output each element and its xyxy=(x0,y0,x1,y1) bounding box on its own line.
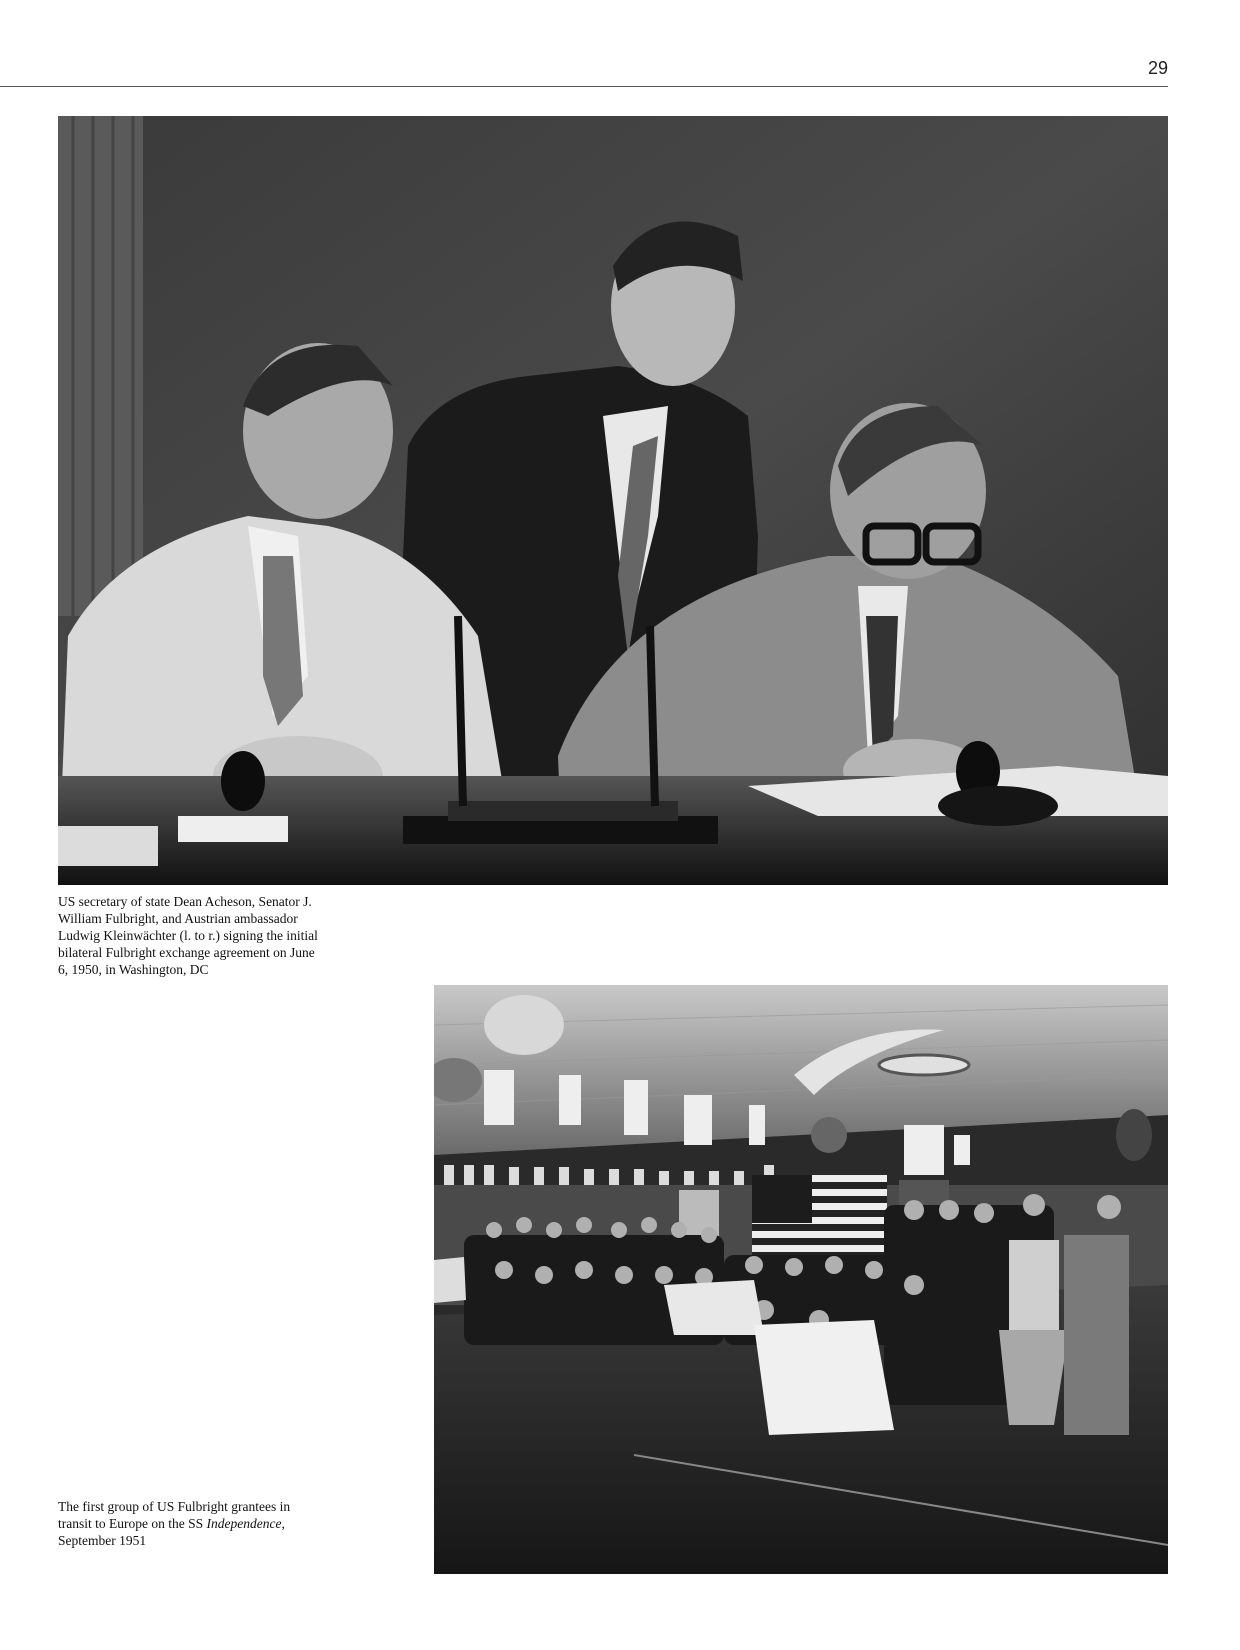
signing-ceremony-photo xyxy=(58,116,1168,885)
page-number: 29 xyxy=(1147,58,1168,78)
grantees-caption-date: , September 1951 xyxy=(58,1516,285,1548)
header-rule xyxy=(0,86,1168,87)
grantees-caption xyxy=(58,1498,308,1549)
signing-ceremony-caption: US secretary of state Dean Acheson, Senator J. William Fulbright, and Austrian ambassador Ludwig Kleinwächter (l. to r.) signing the initial bilateral Fulbright exchange agreement on June 6, 1950, in Washington, DC xyxy=(58,894,318,977)
grantees-group-photo xyxy=(434,985,1168,1574)
grantees-caption-text: The first group of US Fulbright grantees in transit to Europe on the SS xyxy=(58,1499,291,1531)
ship-name: Independence xyxy=(206,1516,282,1531)
